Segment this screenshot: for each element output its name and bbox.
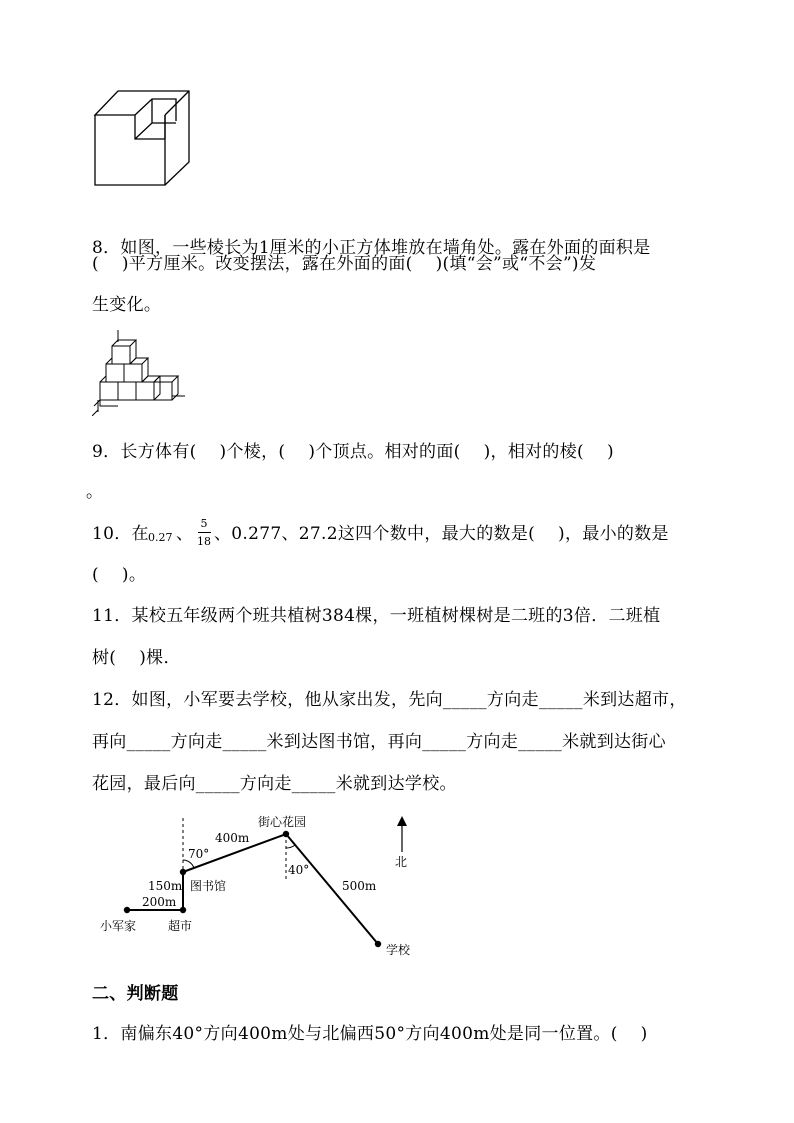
route-map: [90, 808, 430, 968]
label-angle-40: 40°: [288, 863, 310, 877]
home-point: [124, 907, 130, 913]
market-point: [180, 907, 186, 913]
school-point: [375, 941, 381, 947]
label-market: 超市: [168, 919, 193, 933]
fraction-bar: [198, 532, 211, 533]
q8-line-1: 8．如图，一些棱长为1厘米的小正方体堆放在墙角处。露在外面的面积是: [92, 238, 651, 258]
cube-cutout-figure: [92, 88, 192, 188]
q10-decimal-repeating: 0.27: [148, 531, 173, 544]
fraction-numerator: 5: [200, 517, 208, 530]
q10-separator: 、: [176, 524, 194, 544]
library-point: [180, 869, 186, 875]
q10-rest: 、0.277、27.2这四个数中，最大的数是( )，最小的数是: [214, 524, 669, 544]
garden-point: [283, 831, 289, 837]
judge-q1: 1．南偏东40°方向400m处与北偏西50°方向400m处是同一位置。( ): [92, 1024, 648, 1044]
q10-line-2: ( )。: [92, 565, 147, 585]
q12-line-3: 花园，最后向_____方向走_____米就到达学校。: [92, 774, 457, 794]
q10-prefix: 10．在: [92, 524, 149, 544]
q8-line-2: ( )平方厘米。改变摆法，露在外面的面( )(填“会”或“不会”)发: [92, 254, 597, 274]
stacked-cubes-figure: [92, 330, 188, 416]
label-school: 学校: [386, 943, 411, 957]
label-north: 北: [395, 855, 408, 869]
q11-line-2: 树( )棵．: [92, 648, 181, 668]
label-garden: 街心花园: [258, 815, 307, 829]
label-angle-70: 70°: [188, 847, 210, 861]
label-500m: 500m: [342, 879, 377, 893]
q9-line-2: 。: [86, 482, 104, 502]
label-library: 图书馆: [190, 879, 227, 893]
label-200m: 200m: [142, 895, 177, 909]
section-2-heading: 二、判断题: [92, 984, 179, 1004]
label-400m: 400m: [215, 831, 250, 845]
q12-line-2: 再向_____方向走_____米到达图书馆，再向_____方向走_____米就到达街心: [92, 732, 666, 752]
fraction-denominator: 18: [197, 535, 211, 548]
label-150m: 150m: [148, 879, 183, 893]
q8-line-3: 生变化。: [92, 295, 162, 315]
q9-line-1: 9．长方体有( )个棱，( )个顶点。相对的面( )，相对的棱( ): [92, 442, 614, 462]
q11-line-1: 11．某校五年级两个班共植树384棵，一班植树棵树是二班的3倍．二班植: [92, 606, 661, 626]
label-home: 小军家: [100, 919, 137, 933]
q12-line-1: 12．如图，小军要去学校，他从家出发，先向_____方向走_____米到达超市，: [92, 690, 687, 710]
